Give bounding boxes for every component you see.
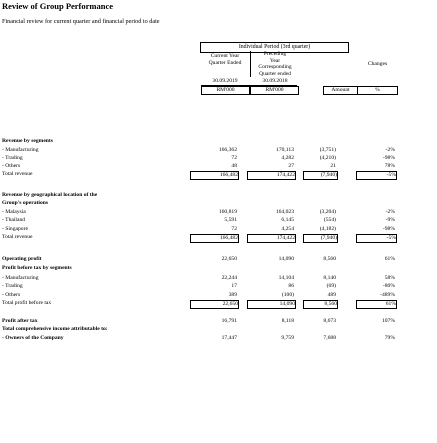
preceding-value: 6,145 bbox=[281, 217, 294, 223]
amount-header: Amount bbox=[323, 86, 358, 95]
current-year-line2: Quarter Ended bbox=[208, 59, 242, 66]
row-label: Revenue by segments bbox=[2, 138, 53, 144]
change-pct: 61% bbox=[384, 256, 395, 262]
current-value: 160,819 bbox=[218, 209, 237, 215]
current-year-line1: Current Year bbox=[210, 53, 240, 59]
change-amount: (4,210) bbox=[319, 155, 336, 161]
preceding-value: 9,759 bbox=[281, 335, 294, 341]
row-label: Operating profit bbox=[2, 256, 42, 262]
change-pct: -2% bbox=[385, 209, 395, 215]
change-pct: 58% bbox=[384, 275, 395, 281]
preceding-value: 4,254 bbox=[247, 225, 294, 235]
change-pct: -5% bbox=[356, 171, 397, 180]
change-pct: -5% bbox=[356, 234, 397, 243]
change-amount: (7,940) bbox=[303, 234, 338, 243]
preceding-value: (100) bbox=[247, 291, 294, 301]
row-label: Total revenue bbox=[2, 171, 33, 177]
change-pct: -489% bbox=[356, 291, 395, 301]
changes-header: Changes bbox=[367, 61, 388, 67]
current-value: 389 bbox=[190, 291, 237, 301]
row-label: - Manufacturing bbox=[2, 147, 39, 153]
preceding-line2: Year bbox=[269, 57, 281, 64]
current-value: 17,447 bbox=[221, 335, 237, 341]
row-label: - Thailand bbox=[2, 217, 26, 223]
current-value: 5,591 bbox=[224, 217, 237, 223]
preceding-value: 14,090 bbox=[247, 300, 296, 309]
preceding-value: 170,113 bbox=[276, 147, 294, 153]
preceding-value: 174,422 bbox=[247, 171, 296, 180]
change-amount: (3,204) bbox=[319, 209, 336, 215]
preceding-value: 86 bbox=[288, 283, 294, 289]
change-amount: 7,688 bbox=[323, 335, 336, 341]
table-row bbox=[0, 233, 437, 242]
table-row bbox=[0, 325, 437, 334]
pct-header: % bbox=[357, 86, 398, 95]
change-amount: 8,673 bbox=[323, 318, 336, 324]
preceding-line1: Preceding bbox=[263, 51, 287, 57]
current-year-header bbox=[200, 53, 250, 66]
preceding-value: 4,282 bbox=[281, 155, 294, 161]
row-label: - Trading bbox=[2, 283, 23, 289]
row-label: - Others bbox=[2, 163, 21, 169]
preceding-value: 14,104 bbox=[278, 275, 294, 281]
table-row bbox=[0, 137, 437, 146]
table-row bbox=[0, 216, 437, 225]
change-amount: 21 bbox=[303, 162, 336, 172]
table-row bbox=[0, 170, 437, 179]
change-amount: (4,182) bbox=[303, 225, 336, 235]
unit-current: RM'000 bbox=[201, 86, 250, 95]
current-value: 166,362 bbox=[218, 147, 237, 153]
current-value: 72 bbox=[190, 225, 237, 235]
change-amount: 8,560 bbox=[303, 300, 338, 309]
table-row bbox=[0, 242, 437, 251]
change-pct: -98% bbox=[382, 155, 395, 161]
page-subtitle: Financial review for current quarter and financial period to date bbox=[2, 18, 160, 25]
row-label: - Malaysia bbox=[2, 209, 26, 215]
preceding-value: 8,118 bbox=[281, 318, 294, 324]
row-label: - Trading bbox=[2, 155, 23, 161]
change-pct: 107% bbox=[381, 318, 395, 324]
date-preceding: 30.09.2018 bbox=[262, 78, 288, 84]
current-value: 22,650 bbox=[190, 300, 239, 309]
table-row bbox=[0, 334, 437, 343]
table-row bbox=[0, 179, 437, 188]
current-value: 22,650 bbox=[221, 256, 237, 262]
table-row bbox=[0, 255, 437, 264]
row-label: - Singapore bbox=[2, 226, 28, 232]
change-amount: (7,940) bbox=[303, 171, 338, 180]
change-amount: 489 bbox=[303, 291, 336, 301]
preceding-year-header bbox=[250, 51, 300, 77]
row-label: Total comprehensive income attributable to: bbox=[2, 326, 108, 332]
row-label: Total revenue bbox=[2, 234, 33, 240]
change-amount: (554) bbox=[323, 217, 336, 223]
page-title: Review of Group Performance bbox=[2, 1, 114, 11]
table-row bbox=[0, 282, 437, 291]
change-pct: -9% bbox=[385, 217, 395, 223]
row-label: Revenue by geographical location of the bbox=[2, 192, 98, 198]
period-title: Individual Period (3rd quarter) bbox=[238, 44, 311, 50]
preceding-value: 27 bbox=[247, 162, 294, 172]
change-pct: 61% bbox=[356, 300, 397, 309]
date-current: 30.09.2019 bbox=[212, 78, 238, 84]
change-amount: (69) bbox=[326, 283, 336, 289]
table-row bbox=[0, 307, 437, 316]
preceding-value: 164,023 bbox=[275, 209, 294, 215]
current-value: 16,791 bbox=[221, 318, 237, 324]
row-label: - Manufacturing bbox=[2, 275, 39, 281]
current-value: 166,482 bbox=[190, 234, 239, 243]
row-label: Profit before tax by segments bbox=[2, 265, 72, 271]
change-pct: -80% bbox=[382, 283, 395, 289]
row-label: Total profit before tax bbox=[2, 300, 52, 306]
preceding-value: 174,422 bbox=[247, 234, 296, 243]
change-pct: 79% bbox=[384, 335, 395, 341]
table-row bbox=[0, 199, 437, 208]
row-label: - Owners of the Company bbox=[2, 335, 64, 341]
change-amount: (3,751) bbox=[319, 147, 336, 153]
row-label: Profit after tax bbox=[2, 318, 38, 324]
table-row bbox=[0, 264, 437, 273]
preceding-line3: Corresponding bbox=[258, 64, 292, 71]
preceding-value: 14,090 bbox=[278, 256, 294, 262]
change-pct: 78% bbox=[356, 162, 395, 172]
change-pct: -98% bbox=[356, 225, 395, 235]
current-value: 72 bbox=[231, 155, 237, 161]
current-value: 166,482 bbox=[190, 171, 239, 180]
current-value: 22,244 bbox=[221, 275, 237, 281]
row-label: - Others bbox=[2, 292, 21, 298]
current-value: 17 bbox=[231, 283, 237, 289]
change-pct: -2% bbox=[385, 147, 395, 153]
change-amount: 8,560 bbox=[323, 256, 336, 262]
current-value: 48 bbox=[190, 162, 237, 172]
change-amount: 8,140 bbox=[323, 275, 336, 281]
row-label: Group's operations bbox=[2, 200, 49, 206]
preceding-line4: Quarter ended bbox=[259, 70, 291, 77]
unit-preceding: RM'000 bbox=[250, 86, 299, 95]
